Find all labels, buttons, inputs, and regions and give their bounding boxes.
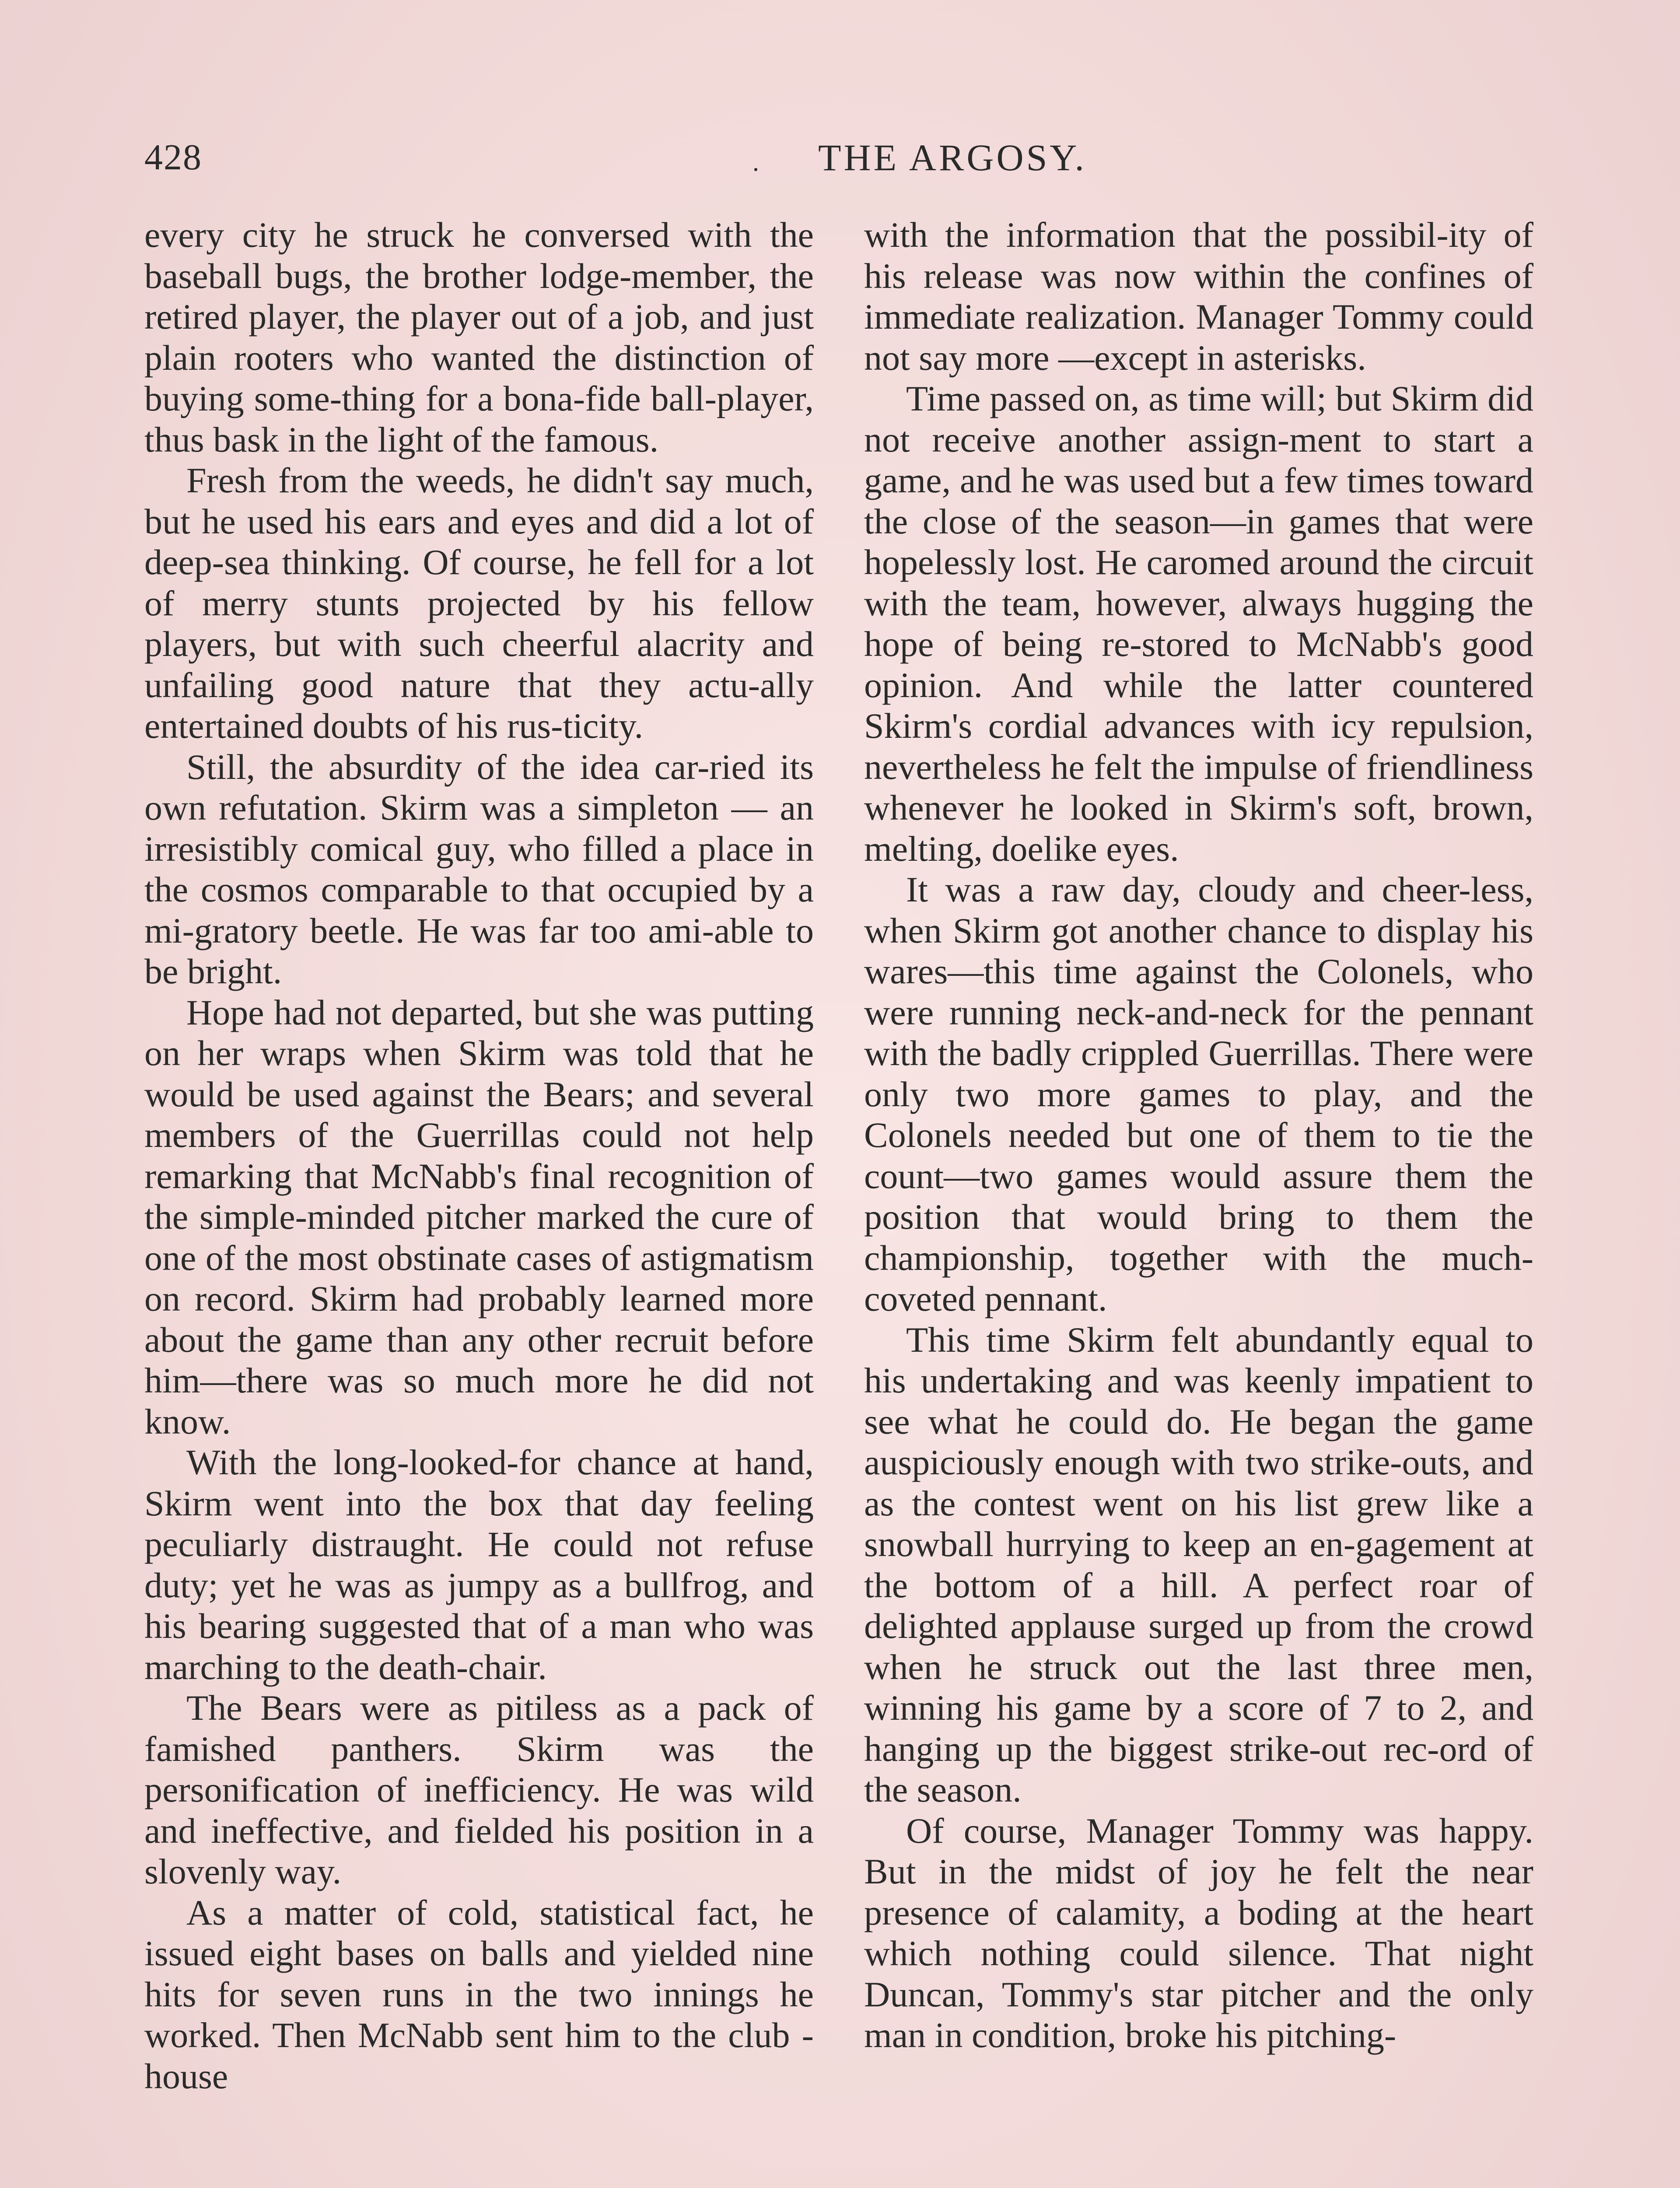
paragraph: Time passed on, as time will; but Skirm did not receive another assign-ment to start a game, and he was used but a few times toward the close of the season—in games that were hopelessly lost. He caromed around the circuit with the team, however, always hugging the hope of being re-stored to McNabb's good opinion. And while the latter countered Skirm's cordial advances with icy repulsion, nevertheless he felt the impulse of friendliness whenever he looked in Skirm's soft, brown, melting, doelike eyes. (864, 379, 1533, 869)
page-number: 428 (144, 137, 202, 178)
paragraph: With the long-looked-for chance at hand, Skirm went into the box that day feeling peculiarly distraught. He could not refuse duty; yet he was as jumpy as a bullfrog, and his bearing suggested that of a man who was marching to the death-chair. (144, 1442, 814, 1687)
paragraph: The Bears were as pitiless as a pack of famished panthers. Skirm was the personification of inefficiency. He was wild and ineffective, and fielded his position in a slovenly way. (144, 1688, 814, 1891)
header-dot: . (752, 147, 759, 176)
running-title: THE ARGOSY. (818, 137, 1087, 179)
paragraph: Of course, Manager Tommy was happy. But in the midst of joy he felt the near presence of calamity, a boding at the heart which nothing could silence. That night Duncan, Tommy's star pitcher and the only man in condition, broke his pitching- (864, 1810, 1533, 2055)
right-column (864, 214, 1533, 2056)
page-header (144, 131, 1536, 184)
paragraph: Still, the absurdity of the idea car-ried its own refutation. Skirm was a simpleton — an irresistibly comical guy, who filled a place in the cosmos comparable to that occupied by a mi-gratory beetle. He was far too ami-able to be bright. (144, 747, 814, 991)
article-body (144, 214, 1536, 2188)
paragraph: Hope had not departed, but she was putting on her wraps when Skirm was told that he would be used against the Bears; and several members of the Guerrillas could not help remarking that McNabb's final recognition of the simple-minded pitcher marked the cure of one of the most obstinate cases of astigmatism on record. Skirm had probably learned more about the game than any other recruit before him—there was so much more he did not know. (144, 992, 814, 1441)
paragraph: every city he struck he conversed with the baseball bugs, the brother lodge-member, the retired player, the player out of a job, and just plain rooters who wanted the distinction of buying some-thing for a bona-fide ball-player, thus bask in the light of the famous. (144, 215, 814, 459)
left-column (144, 214, 814, 2097)
paragraph: As a matter of cold, statistical fact, he issued eight bases on balls and yielded nine hits for seven runs in the two innings he worked. Then McNabb sent him to the club - house (144, 1892, 814, 2096)
paragraph: Fresh from the weeds, he didn't say much, but he used his ears and eyes and did a lot of deep-sea thinking. Of course, he fell for a lot of merry stunts projected by his fellow players, but with such cheerful alacrity and unfailing good nature that they actu-ally entertained doubts of his rus-ticity. (144, 460, 814, 746)
paragraph: with the information that the possibil-ity of his release was now within the confines of immediate realization. Manager Tommy could not say more —except in asterisks. (864, 215, 1533, 378)
paragraph: This time Skirm felt abundantly equal to his undertaking and was keenly impatient to see what he could do. He began the game auspiciously enough with two strike-outs, and as the contest went on his list grew like a snowball hurrying to keep an en-gagement at the bottom of a hill. A perfect roar of delighted applause surged up from the crowd when he struck out the last three men, winning his game by a score of 7 to 2, and hanging up the biggest strike-out rec-ord of the season. (864, 1319, 1533, 1809)
paragraph: It was a raw day, cloudy and cheer-less, when Skirm got another chance to display his wares—this time against the Colonels, who were running neck-and-neck for the pennant with the badly crippled Guerrillas. There were only two more games to play, and the Colonels needed but one of them to tie the count—two games would assure them the position that would bring to them the championship, together with the much-coveted pennant. (864, 870, 1533, 1318)
